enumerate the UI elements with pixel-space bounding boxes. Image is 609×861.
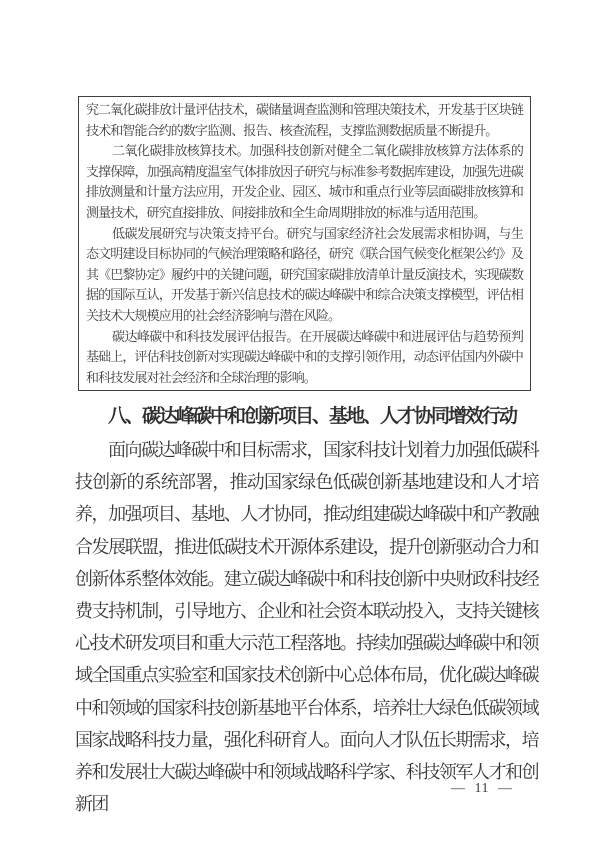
excerpt-paragraph-low-carbon-platform: 低碳发展研究与决策支持平台。研究与国家经济社会发展需求相协调，与生态文明建设目标协同的气候治理策略和路径，研究《联合国气候变化框架公约》及其《巴黎协定》履约中的关键问题，研究国家碳排放清单计量反演技术，实现碳数据的国际互认，开发基于新兴信息技术的碳达峰碳中和综合决策支撑模型，评估相关技术大规模应用的社会经济影响与潜在风险。 bbox=[86, 225, 523, 323]
excerpt-box bbox=[78, 96, 531, 391]
excerpt-paragraph-assessment-report: 碳达峰碳中和科技发展评估报告。在开展碳达峰碳中和进展评估与趋势预判基础上，评估科技创新对实现碳达峰碳中和的支撑引领作用，动态评估国内外碳中和科技发展对社会经济和全球治理的影响。 bbox=[86, 328, 523, 385]
section-body-paragraph: 面向碳达峰碳中和目标需求，国家科技计划着力加强低碳科技创新的系统部署，推动国家绿色低碳创新基地建设和人才培养，加强项目、基地、人才协同，推动组建碳达峰碳中和产教融合发展联盟，推进低碳技术开源体系建设，提升创新驱动合力和创新体系整体效能。建立碳达峰碳中和科技创新中央财政科技经费支持机制，引导地方、企业和社会资本联动投入，支持关键核心技术研发项目和重大示范工程落地。持续加强碳达峰碳中和领域全国重点实验室和国家技术创新中心总体布局，优化碳达峰碳中和领域的国家科技创新基地平台体系，培养壮大绿色低碳领域国家战略科技力量，强化科研育人。面向人才队伍长期需求，培养和发展壮大碳达峰碳中和领域战略科学家、科技领军人才和创新团 bbox=[75, 440, 538, 815]
section-heading: 八、碳达峰碳中和创新项目、基地、人才协同增效行动 bbox=[108, 406, 517, 427]
excerpt-paragraph-continuation: 究二氧化碳排放计量评估技术，碳储量调查监测和管理决策技术，开发基于区块链技术和智能合约的数字监测、报告、核查流程，支撑监测数据质量不断提升。 bbox=[86, 102, 523, 138]
excerpt-paragraph-accounting-tech: 二氧化碳排放核算技术。加强科技创新对健全二氧化碳排放核算方法体系的支撑保障，加强高精度温室气体排放因子研究与标准参考数据库建设，加强先进碳排放测量和计量方法应用，开发企业、园区、城市和重点行业等层面碳排放核算和测量技术，研究直接排放、间接排放和全生命周期排放的标准与适用范围。 bbox=[86, 143, 523, 220]
page-number: — 11 — bbox=[451, 781, 513, 796]
